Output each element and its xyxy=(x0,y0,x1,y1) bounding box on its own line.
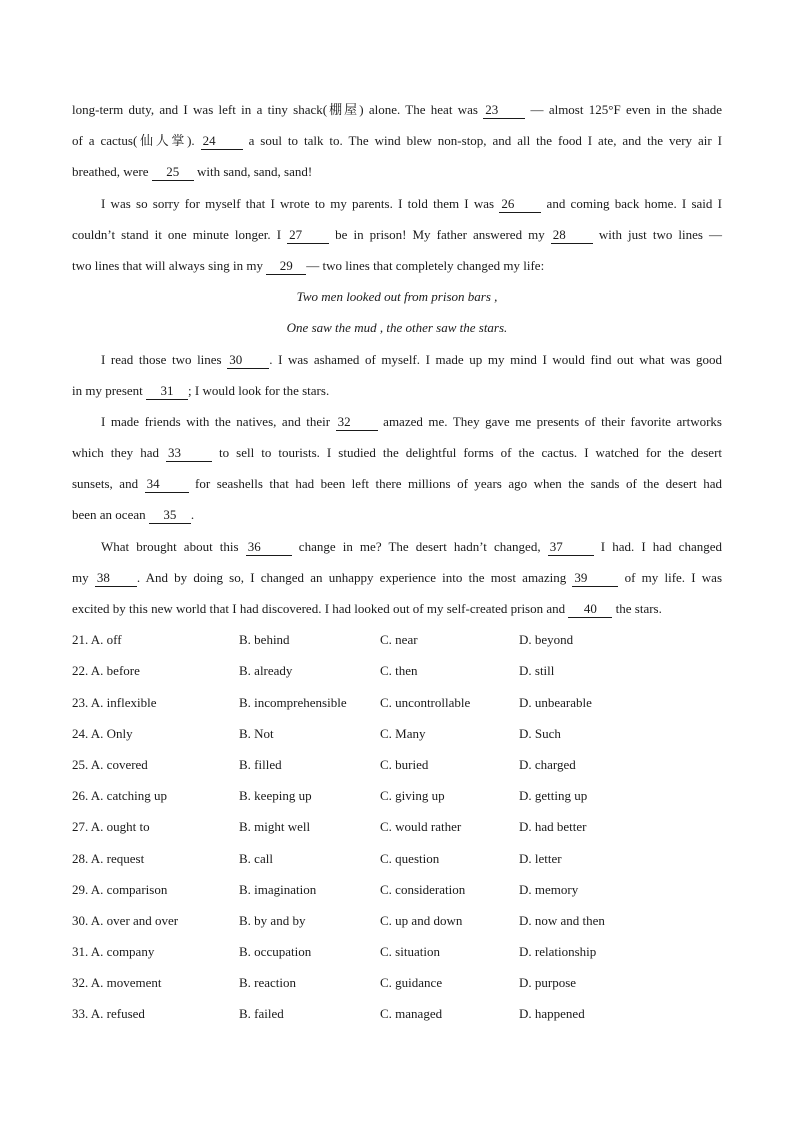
document-page xyxy=(72,98,722,1034)
option-b: B. might well xyxy=(239,819,311,835)
option-a: 29. A. comparison xyxy=(72,881,168,897)
option-c: C. would rather xyxy=(380,819,462,835)
blank-23: 23 xyxy=(483,102,525,119)
option-b: B. call xyxy=(239,850,273,866)
question-options xyxy=(72,847,722,878)
option-d: D. unbearable xyxy=(519,694,592,710)
passage-line: which they had 33 to sell to tourists. I studied the delightful forms of the cactus. I watched for the desert xyxy=(72,445,723,461)
option-a: 33. A. refused xyxy=(72,1006,145,1022)
option-d: D. letter xyxy=(519,850,562,866)
option-b: B. by and by xyxy=(239,912,306,928)
option-a: 25. A. covered xyxy=(72,756,148,772)
passage-line: been an ocean 35 . xyxy=(72,507,195,523)
option-c: C. managed xyxy=(380,1006,443,1022)
option-a: 23. A. inflexible xyxy=(72,694,157,710)
blank-26: 26 xyxy=(499,196,541,213)
option-d: D. charged xyxy=(519,756,576,772)
option-b: B. imagination xyxy=(239,881,317,897)
option-a: 22. A. before xyxy=(72,663,140,679)
passage-line: of a cactus(仙人掌). 24 a soul to talk to. The wind blew non-stop, and all the food I ate, and the very air I xyxy=(72,133,722,149)
passage-line: two lines that will always sing in my 29 — two lines that completely changed my life: xyxy=(72,257,545,273)
option-c: C. uncontrollable xyxy=(380,694,471,710)
passage-line: excited by this new world that I had discovered. I had looked out of my self-created prison and 40 the stars. xyxy=(72,601,662,616)
option-c: C. giving up xyxy=(380,788,445,804)
option-a: 31. A. company xyxy=(72,944,155,960)
option-b: B. incomprehensible xyxy=(239,694,347,710)
passage-line: I made friends with the natives, and their 32 amazed me. They gave me presents of their favorite artworks xyxy=(101,413,722,429)
question-options xyxy=(72,784,722,815)
option-c: C. buried xyxy=(380,756,429,772)
passage-line: What brought about this 36 change in me? The desert hadn’t changed, 37 I had. I had changed xyxy=(101,538,722,554)
option-a: 32. A. movement xyxy=(72,975,162,991)
option-a: 28. A. request xyxy=(72,850,145,866)
option-c: C. near xyxy=(380,632,418,648)
question-options xyxy=(72,940,722,971)
option-d: D. beyond xyxy=(519,632,574,648)
blank-27: 27 xyxy=(287,227,329,244)
blank-37: 37 xyxy=(548,539,594,556)
option-b: B. keeping up xyxy=(239,788,312,804)
option-d: D. Such xyxy=(519,725,561,741)
option-c: C. question xyxy=(380,850,440,866)
passage-line: sunsets, and 34 for seashells that had been left there millions of years ago when the sands of the desert had xyxy=(72,476,722,492)
option-c: C. consideration xyxy=(380,881,466,897)
option-b: B. behind xyxy=(239,632,290,648)
blank-40: 40 xyxy=(568,601,612,618)
blank-25: 25 xyxy=(152,164,194,181)
blank-35: 35 xyxy=(149,507,191,524)
passage-line: in my present 31 ; I would look for the stars. xyxy=(72,382,330,398)
option-a: 24. A. Only xyxy=(72,725,133,741)
passage-line: long-term duty, and I was left in a tiny shack(棚屋) alone. The heat was 23 — almost 125°F even in the shade xyxy=(72,102,722,117)
question-options xyxy=(72,628,722,659)
option-a: 30. A. over and over xyxy=(72,912,179,928)
question-options xyxy=(72,878,722,909)
blank-31: 31 xyxy=(146,383,188,400)
blank-38: 38 xyxy=(95,570,137,587)
option-a: 26. A. catching up xyxy=(72,788,167,804)
option-a: 21. A. off xyxy=(72,632,122,648)
option-b: B. filled xyxy=(239,756,282,772)
option-d: D. had better xyxy=(519,819,587,835)
option-b: B. Not xyxy=(239,725,274,741)
question-options xyxy=(72,753,722,784)
blank-36: 36 xyxy=(246,539,292,556)
option-d: D. happened xyxy=(519,1006,585,1022)
option-c: C. then xyxy=(380,663,418,679)
passage-line: I was so sorry for myself that I wrote to my parents. I told them I was 26 and coming back home. I said I xyxy=(101,195,722,211)
option-a: 27. A. ought to xyxy=(72,819,150,835)
blank-24: 24 xyxy=(201,133,243,150)
question-options xyxy=(72,1002,722,1033)
option-c: C. guidance xyxy=(380,975,443,991)
blank-34: 34 xyxy=(145,476,189,493)
blank-30: 30 xyxy=(227,352,269,369)
question-options xyxy=(72,659,722,690)
option-d: D. still xyxy=(519,663,555,679)
option-c: C. up and down xyxy=(380,912,463,928)
option-d: D. memory xyxy=(519,881,579,897)
question-options xyxy=(72,815,722,846)
option-d: D. relationship xyxy=(519,944,597,960)
poem-line: One saw the mud , the other saw the stars. xyxy=(286,320,508,336)
blank-28: 28 xyxy=(551,227,593,244)
blank-33: 33 xyxy=(166,445,212,462)
question-options xyxy=(72,691,722,722)
option-d: D. now and then xyxy=(519,912,605,928)
option-d: D. purpose xyxy=(519,975,577,991)
passage-line: my 38 . And by doing so, I changed an unhappy experience into the most amazing 39 of my life. I was xyxy=(72,569,723,585)
blank-32: 32 xyxy=(336,414,378,431)
option-d: D. getting up xyxy=(519,788,588,804)
question-options xyxy=(72,909,722,940)
option-b: B. reaction xyxy=(239,975,297,991)
passage-line: breathed, were 25 with sand, sand, sand! xyxy=(72,164,313,180)
options-list xyxy=(72,628,722,1033)
poem-line: Two men looked out from prison bars , xyxy=(296,289,498,305)
option-b: B. occupation xyxy=(239,944,312,960)
option-b: B. failed xyxy=(239,1006,284,1022)
passage-line: I read those two lines 30 . I was ashamed of myself. I made up my mind I would find out what was good xyxy=(101,351,722,367)
passage-line: couldn’t stand it one minute longer. I 27 be in prison! My father answered my 28 with just two lines — xyxy=(72,226,723,242)
option-b: B. already xyxy=(239,663,293,679)
blank-29: 29 xyxy=(266,258,306,275)
option-c: C. Many xyxy=(380,725,426,741)
question-options xyxy=(72,722,722,753)
question-options xyxy=(72,971,722,1002)
option-c: C. situation xyxy=(380,944,440,960)
blank-39: 39 xyxy=(572,570,618,587)
